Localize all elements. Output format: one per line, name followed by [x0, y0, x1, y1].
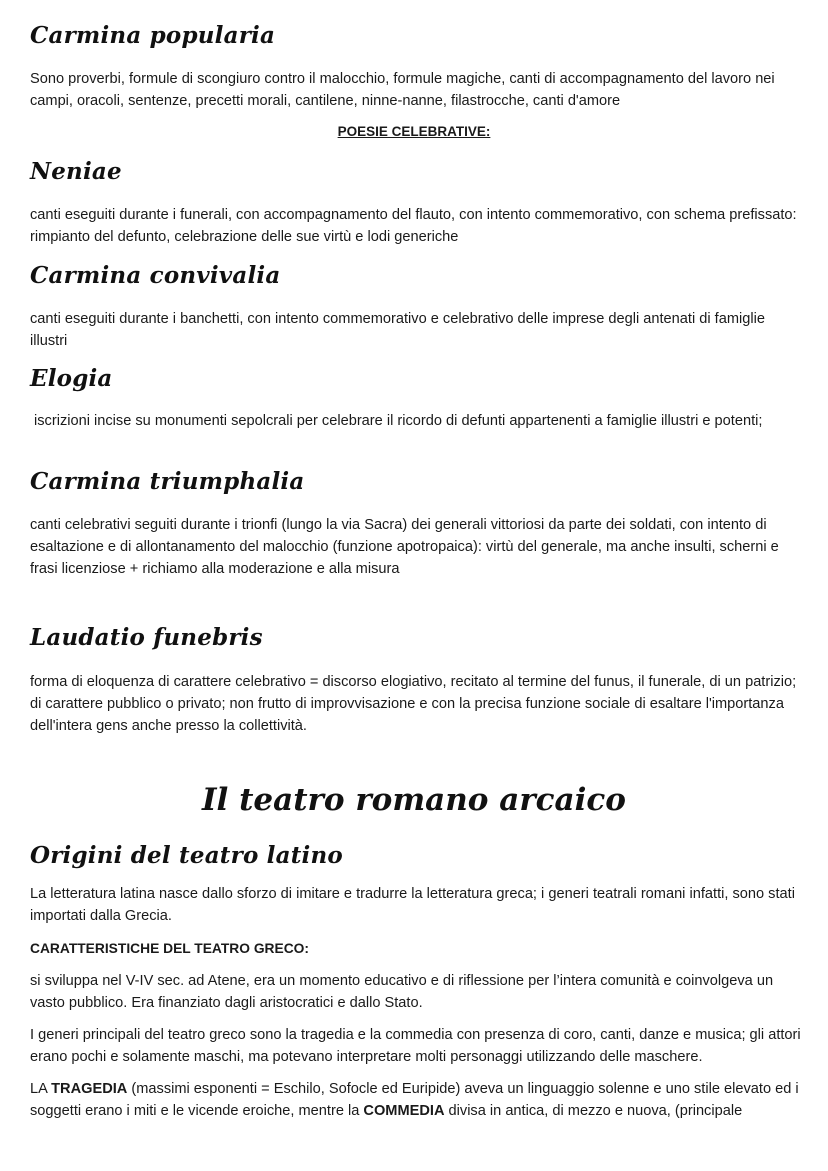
paragraph-neniae: canti eseguiti durante i funerali, con accompagnamento del flauto, con intento commemorativo, con schema prefissato: rimpianto del defunto, celebrazione delle sue virtù e lodi generiche — [30, 207, 797, 245]
heading-carmina-triumphalia: Carmina triumphalia — [30, 468, 305, 495]
heading-origini-teatro: Origini del teatro latino — [30, 842, 343, 869]
paragraph-teatro-greco-2: I generi principali del teatro greco sono la tragedia e la commedia con presenza di coro, canti, danze e musica; gli attori erano pochi e solamente maschi, ma potevano interpretare molti personaggi utilizzando delle maschere. — [30, 1027, 801, 1065]
heading-poesie-celebrative: POESIE CELEBRATIVE: — [337, 124, 491, 139]
paragraph-elogia: iscrizioni incise su monumenti sepolcrali per celebrare il ricordo di defunti appartenenti a famiglie illustri e potenti; — [34, 413, 763, 429]
term-commedia: COMMEDIA — [363, 1103, 445, 1119]
title-teatro-romano-arcaico: Il teatro romano arcaico — [202, 782, 626, 818]
paragraph-carmina-convivalia: canti eseguiti durante i banchetti, con intento commemorativo e celebrativo delle imprese degli antenati di famiglie illustri — [30, 311, 765, 349]
paragraph-carmina-triumphalia: canti celebrativi seguiti durante i trionfi (lungo la via Sacra) dei generali vittoriosi da parte dei soldati, con intento di esaltazione e di allontanamento del malocchio (funzione apotropaica): virtù del generale, ma anche insulti, scherni e frasi licenziose + richiamo alla moderazione e alla misura — [30, 517, 779, 577]
paragraph-laudatio-funebris: forma di eloquenza di carattere celebrativo = discorso elogiativo, recitato al termine del funus, il funerale, di un patrizio; di carattere pubblico o privato; non frutto di improvvisazione e con la precisa funzione sociale di esaltare l'importanza dell'intera gens anche presso la collettività. — [30, 674, 797, 734]
heading-laudatio-funebris: Laudatio funebris — [30, 624, 263, 651]
heading-carmina-convivalia: Carmina convivalia — [30, 262, 281, 289]
text-run: LA — [30, 1081, 52, 1097]
heading-caratteristiche-teatro-greco: CARATTERISTICHE DEL TEATRO GRECO: — [30, 941, 310, 956]
text-run: (massimi esponenti = Eschilo, Sofocle ed Euripide) aveva un linguaggio solenne e uno stile elevato ed i soggetti erano i miti e le vicende eroiche, mentre la — [30, 1081, 799, 1119]
heading-elogia: Elogia — [30, 365, 113, 392]
paragraph-carmina-popularia: Sono proverbi, formule di scongiuro contro il malocchio, formule magiche, canti di accompagnamento del lavoro nei campi, oracoli, sentenze, precetti morali, cantilene, ninne-nanne, filastrocche, canti d'amore — [30, 71, 775, 109]
term-tragedia: TRAGEDIA — [51, 1081, 128, 1097]
paragraph-teatro-greco-3 — [30, 1078, 802, 1122]
paragraph-teatro-greco-1: si sviluppa nel V-IV sec. ad Atene, era un momento educativo e di riflessione per l’intera comunità e coinvolgeva un vasto pubblico. Era finanziato dagli aristocratici e dallo Stato. — [30, 973, 774, 1011]
paragraph-origini-teatro: La letteratura latina nasce dallo sforzo di imitare e tradurre la letteratura greca; i generi teatrali romani infatti, sono stati importati dalla Grecia. — [30, 886, 795, 924]
text-run: divisa in antica, di mezzo e nuova, (principale — [444, 1103, 743, 1119]
heading-neniae: Neniae — [30, 158, 122, 185]
heading-carmina-popularia: Carmina popularia — [30, 22, 276, 49]
